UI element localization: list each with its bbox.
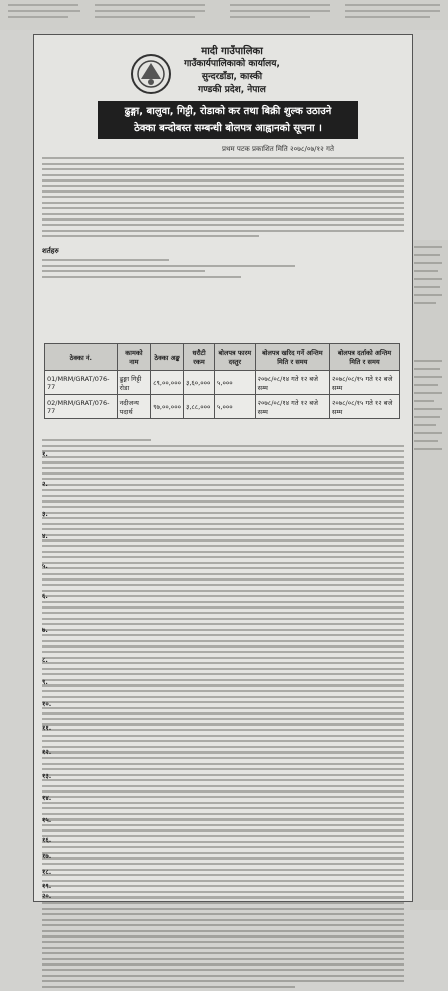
rule-number: ६. [42,592,48,600]
rule-number: १४. [42,794,52,802]
notice-title-banner [98,101,358,139]
table-header-cell: बोलपत्र दर्ताको अन्तिम मिति र समय [330,344,400,371]
office-line4: गण्डकी प्रदेश, नेपाल [198,85,266,95]
table-row [45,395,400,419]
adjacent-column-right [410,240,448,910]
rule-number: १३. [42,772,52,780]
rule-number: १६. [42,836,52,844]
table-row [45,371,400,395]
table-cell: २०७८/०८/१४ गते १२ बजे सम्म [255,371,329,395]
table-cell: ३,८८,००० [183,395,214,419]
office-line3: सुन्दरडाँडा, कास्की [201,72,263,82]
rule-number: १५. [42,816,52,824]
rule-number: २०. [42,892,52,900]
table-cell: ५,००० [215,371,256,395]
rules-intro [42,259,404,281]
rule-number: १. [42,450,48,458]
rule-number: १७. [42,852,52,860]
office-header [182,45,282,97]
office-name: मादी गाउँपालिका [201,46,263,57]
table-cell: 02/MRM/GRAT/076-77 [45,395,118,419]
table-header-cell: धरौटी रकम [183,344,214,371]
table-cell: 01/MRM/GRAT/076-77 [45,371,118,395]
rule-number: १२. [42,748,52,756]
notice-title-line2: ठेक्का बन्दोबस्त सम्बन्धी बोलपत्र आह्वानको सूचना । [134,123,322,134]
table-cell: ढुङ्गा गिट्टी रोडा [117,371,151,395]
publish-date: प्रथम पटक प्रकाशित मिति २०७८/०७/१२ गते [222,145,334,153]
table-cell: २०७८/०८/१५ गते १२ बजे सम्म [330,395,400,419]
rule-number: १८. [42,868,52,876]
contract-table [44,343,400,419]
table-header-cell: बोलपत्र फारम दस्तुर [215,344,256,371]
notice-title-line1: ढुङ्गा, बालुवा, गिट्टी, रोडाको कर तथा बिक्री शुल्क उठाउने [124,106,332,117]
rule-number: २. [42,480,48,488]
table-cell: ५,००० [215,395,256,419]
rules-label: शर्तहरु [42,247,59,255]
rule-number: ८. [42,656,48,664]
table-cell: ९७,००,००० [151,395,184,419]
adjacent-column-top [0,0,448,30]
rule-number: ४. [42,532,48,540]
table-header-cell: ठेक्का नं. [45,344,118,371]
notice-paper [33,34,413,902]
rule-number: ११. [42,724,52,732]
table-header-cell: ठेक्का अङ्क [151,344,184,371]
intro-paragraph [42,157,404,241]
rule-number: ३. [42,510,48,518]
government-emblem-icon [130,53,172,95]
table-cell: २०७८/०८/१४ गते १२ बजे सम्म [255,395,329,419]
office-line2: गाउँकार्यपालिकाको कार्यालय, [184,59,280,69]
table-cell: नदीजन्य पदार्थ [117,395,151,419]
rule-number: ९. [42,678,48,686]
rule-number: ७. [42,626,48,634]
table-cell: २०७८/०८/१५ गते १२ बजे सम्म [330,371,400,395]
rule-number: ५. [42,562,48,570]
table-header-row [45,344,400,371]
table-header-cell: बोलपत्र खरिद गर्ने अन्तिम मिति र समय [255,344,329,371]
conditions-paragraph [42,439,404,991]
table-cell: ३,६०,००० [183,371,214,395]
table-cell: ८९,००,००० [151,371,184,395]
rule-number: १९. [42,882,52,890]
rule-number: १०. [42,700,52,708]
table-header-cell: कामको नाम [117,344,151,371]
